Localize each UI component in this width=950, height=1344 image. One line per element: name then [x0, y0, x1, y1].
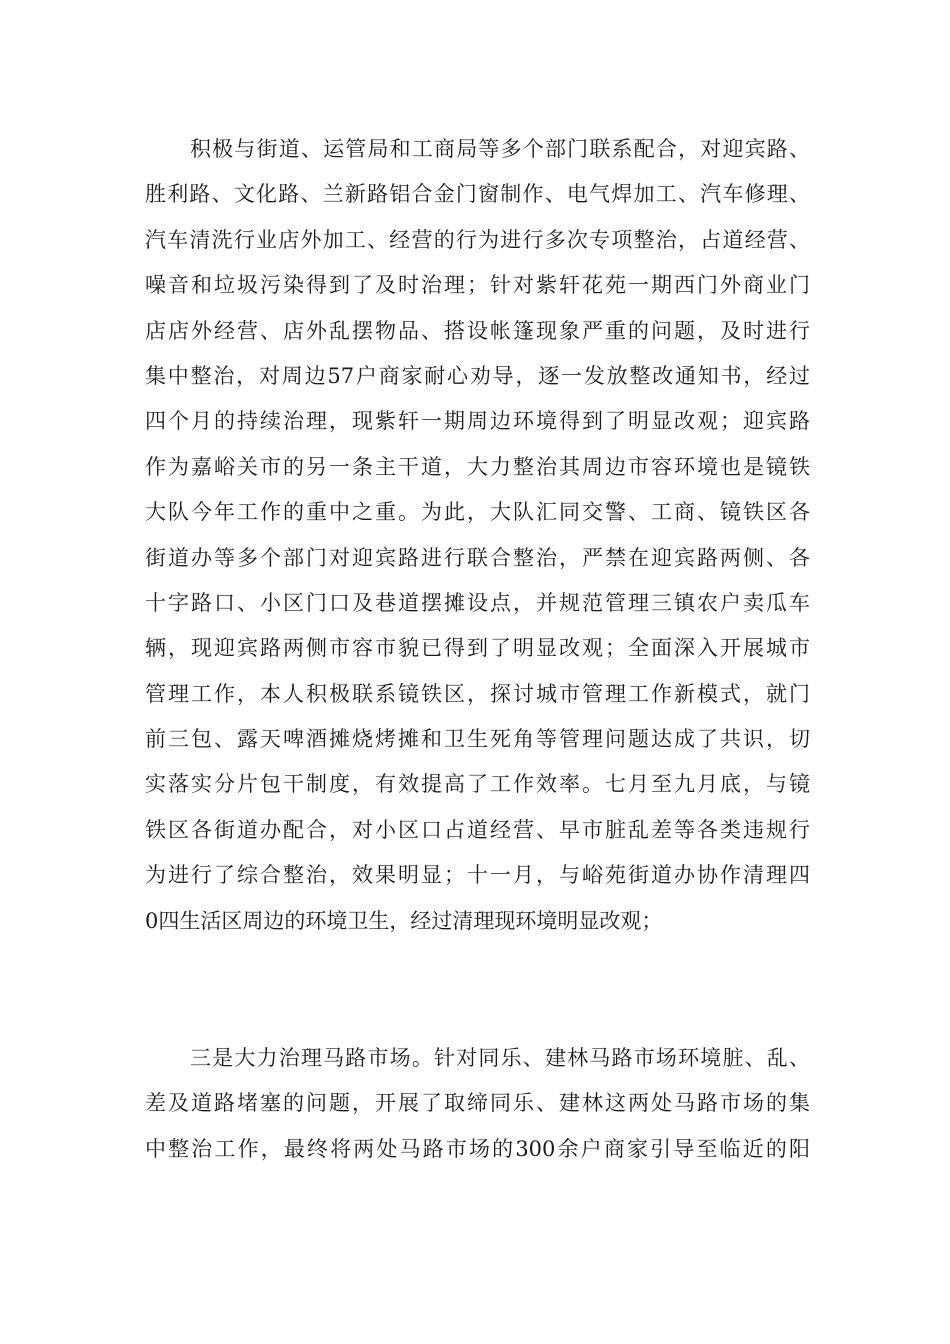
paragraph-line: 四个月的持续治理，现紫轩一期周边环境得到了明显改观；迎宾路	[145, 409, 810, 434]
paragraph-line: 前三包、露天啤酒摊烧烤摊和卫生死角等管理问题达成了共识，切	[145, 727, 810, 752]
paragraph-line: 作为嘉峪关市的另一条主干道，大力整治其周边市容环境也是镜铁	[145, 454, 810, 479]
paragraph-line: 铁区各街道办配合，对小区口占道经营、早市脏乱差等各类违规行	[145, 817, 810, 842]
paragraph-line: 0四生活区周边的环境卫生，经过清理现环境明显改观；	[145, 908, 663, 933]
paragraph-line: 汽车清洗行业店外加工、经营的行为进行多次专项整治，占道经营、	[145, 227, 810, 252]
paragraph-line: 店店外经营、店外乱摆物品、搭设帐篷现象严重的问题，及时进行	[145, 318, 810, 343]
paragraph-line: 集中整治，对周边57户商家耐心劝导，逐一发放整改通知书，经过	[145, 363, 810, 388]
paragraph-line: 辆，现迎宾路两侧市容市貌已得到了明显改观；全面深入开展城市	[145, 636, 810, 661]
paragraph-line: 为进行了综合整治，效果明显；十一月，与峪苑街道办协作清理四	[145, 863, 810, 888]
paragraph-line: 中整治工作，最终将两处马路市场的300余户商家引导至临近的阳	[145, 1136, 810, 1161]
paragraph-line: 三是大力治理马路市场。针对同乐、建林马路市场环境脏、乱、	[190, 1046, 810, 1070]
paragraph-line: 十字路口、小区门口及巷道摆摊设点，并规范管理三镇农户卖瓜车	[145, 590, 810, 615]
paragraph-line: 胜利路、文化路、兰新路铝合金门窗制作、电气焊加工、汽车修理、	[145, 182, 810, 207]
paragraph-line: 积极与街道、运管局和工商局等多个部门联系配合，对迎宾路、	[190, 137, 810, 161]
paragraph-body	[145, 127, 810, 944]
paragraph-line: 差及道路堵塞的问题，开展了取缔同乐、建林这两处马路市场的集	[145, 1091, 810, 1116]
paragraph-line: 实落实分片包干制度，有效提高了工作效率。七月至九月底，与镜	[145, 772, 810, 797]
paragraph-line: 管理工作，本人积极联系镜铁区，探讨城市管理工作新模式，就门	[145, 681, 810, 706]
paragraph-line: 街道办等多个部门对迎宾路进行联合整治，严禁在迎宾路两侧、各	[145, 545, 810, 570]
paragraph-line: 噪音和垃圾污染得到了及时治理；针对紫轩花苑一期西门外商业门	[145, 273, 810, 298]
paragraph-city-management	[145, 127, 810, 944]
paragraph-line: 大队今年工作的重中之重。为此，大队汇同交警、工商、镜铁区各	[145, 500, 810, 525]
paragraph-road-market	[145, 1036, 810, 1172]
paragraph-body	[145, 1036, 810, 1172]
